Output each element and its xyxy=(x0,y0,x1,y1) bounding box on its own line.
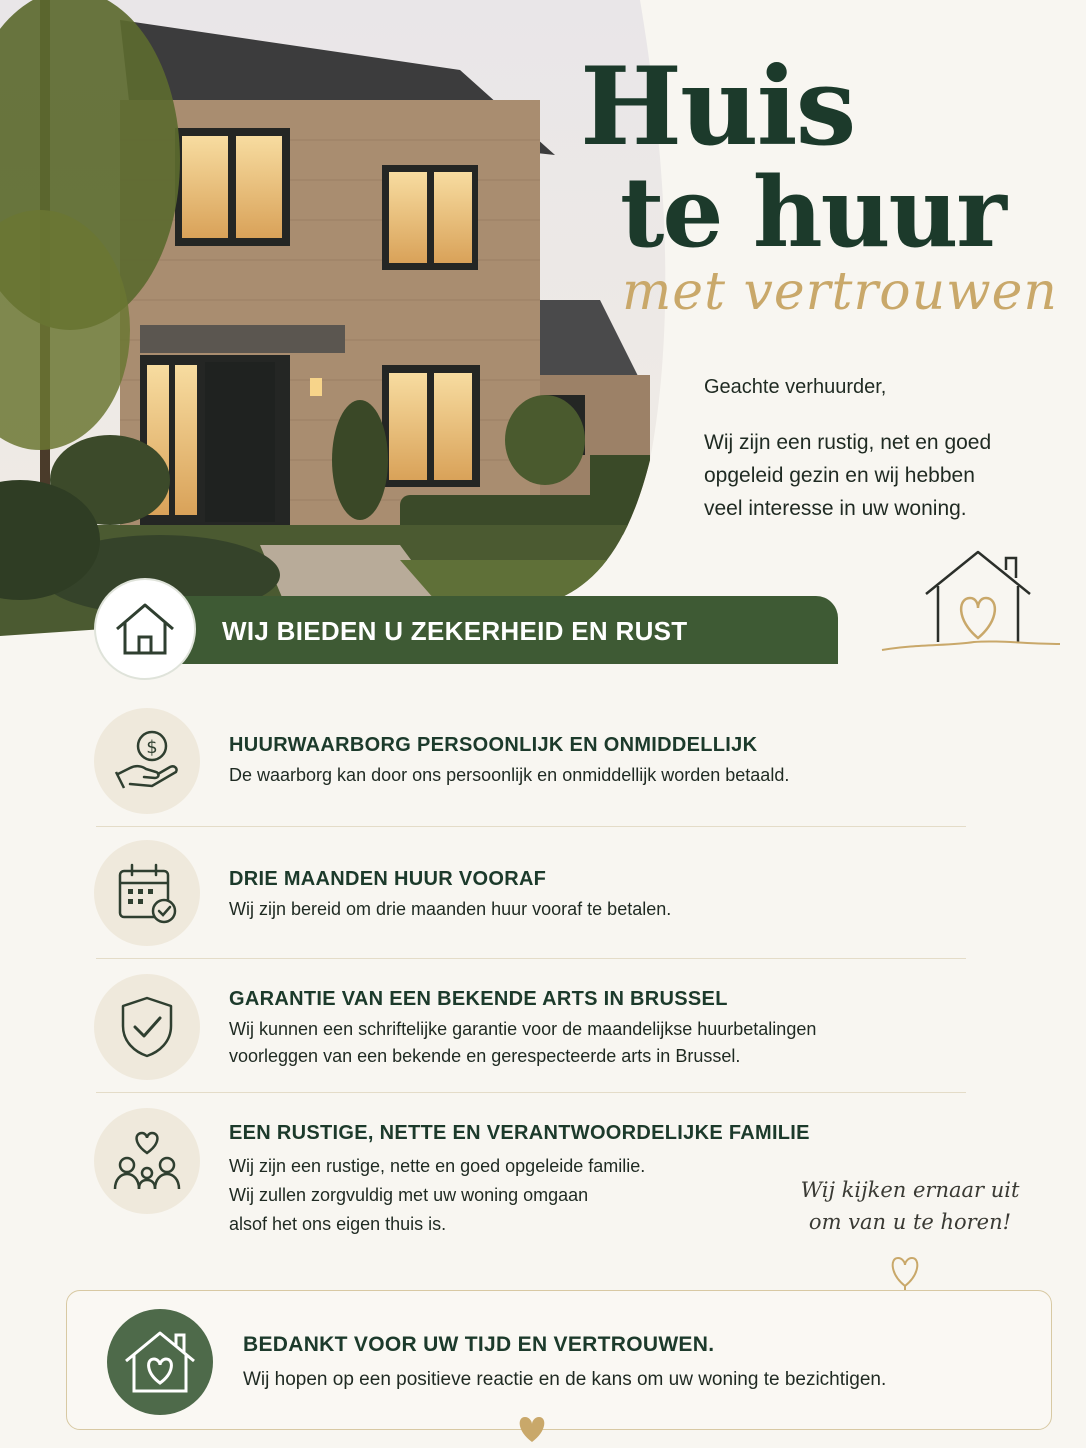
feature-line: alsof het ons eigen thuis is. xyxy=(229,1214,447,1234)
feature-line: Wij zullen zorgvuldig met uw woning omgaan xyxy=(229,1185,589,1205)
title-huis: Huis xyxy=(580,44,855,170)
greeting: Geachte verhuurder, xyxy=(704,376,887,398)
family-heart-icon xyxy=(94,1108,200,1214)
feature-line: De waarborg kan door ons persoonlijk en onmiddellijk worden betaald. xyxy=(229,765,790,785)
calendar-check-icon xyxy=(94,840,200,946)
footer-text: Wij hopen op een positieve reactie en de kans om uw woning te bezichtigen. xyxy=(243,1369,887,1390)
svg-text:$: $ xyxy=(146,737,158,758)
feature-title: DRIE MAANDEN HUUR VOORAF xyxy=(229,868,547,890)
feature-title: GARANTIE VAN EEN BEKENDE ARTS IN BRUSSEL xyxy=(229,988,728,1010)
offer-banner xyxy=(150,596,838,664)
banner-text: WIJ BIEDEN U ZEKERHEID EN RUST xyxy=(222,616,688,646)
script-note-line: Wij kijken ernaar uit xyxy=(800,1178,1020,1202)
house-icon xyxy=(94,578,196,680)
feature-line: Wij zijn een rustige, nette en goed opgeleide familie. xyxy=(229,1156,646,1176)
title-te-huur: te huur xyxy=(620,156,1005,269)
hand-coin-icon xyxy=(94,708,200,814)
feature-text xyxy=(229,762,929,789)
divider xyxy=(96,1092,966,1093)
heart-outline-icon xyxy=(880,1246,930,1296)
intro-text: Wij zijn een rustig, net en goed opgeleid gezin en wij hebben veel interesse in uw woning. xyxy=(704,431,992,520)
feature-line: Wij zijn bereid om drie maanden huur vooraf te betalen. xyxy=(229,899,672,919)
feature-title: HUURWAARBORG PERSOONLIJK EN ONMIDDELLIJK xyxy=(229,734,758,756)
heart-icon xyxy=(515,1414,549,1448)
house-heart-line-icon xyxy=(878,548,1063,662)
feature-text xyxy=(229,1016,929,1070)
house-heart-icon xyxy=(107,1309,213,1415)
feature-line: Wij kunnen een schriftelijke garantie voor de maandelijkse huurbetalingen xyxy=(229,1019,817,1039)
title-script: met vertrouwen xyxy=(622,262,1058,322)
divider xyxy=(96,826,966,827)
feature-line: voorleggen van een bekende en gerespecteerde arts in Brussel. xyxy=(229,1046,741,1066)
script-note-line: om van u te horen! xyxy=(808,1210,1012,1234)
divider xyxy=(96,958,966,959)
footer-title: BEDANKT VOOR UW TIJD EN VERTROUWEN. xyxy=(243,1333,715,1356)
script-note xyxy=(790,1174,1030,1238)
shield-check-icon xyxy=(94,974,200,1080)
thank-you-box xyxy=(66,1290,1052,1430)
feature-title: EEN RUSTIGE, NETTE EN VERANTWOORDELIJKE FAMILIE xyxy=(229,1122,810,1144)
feature-text xyxy=(229,896,929,923)
